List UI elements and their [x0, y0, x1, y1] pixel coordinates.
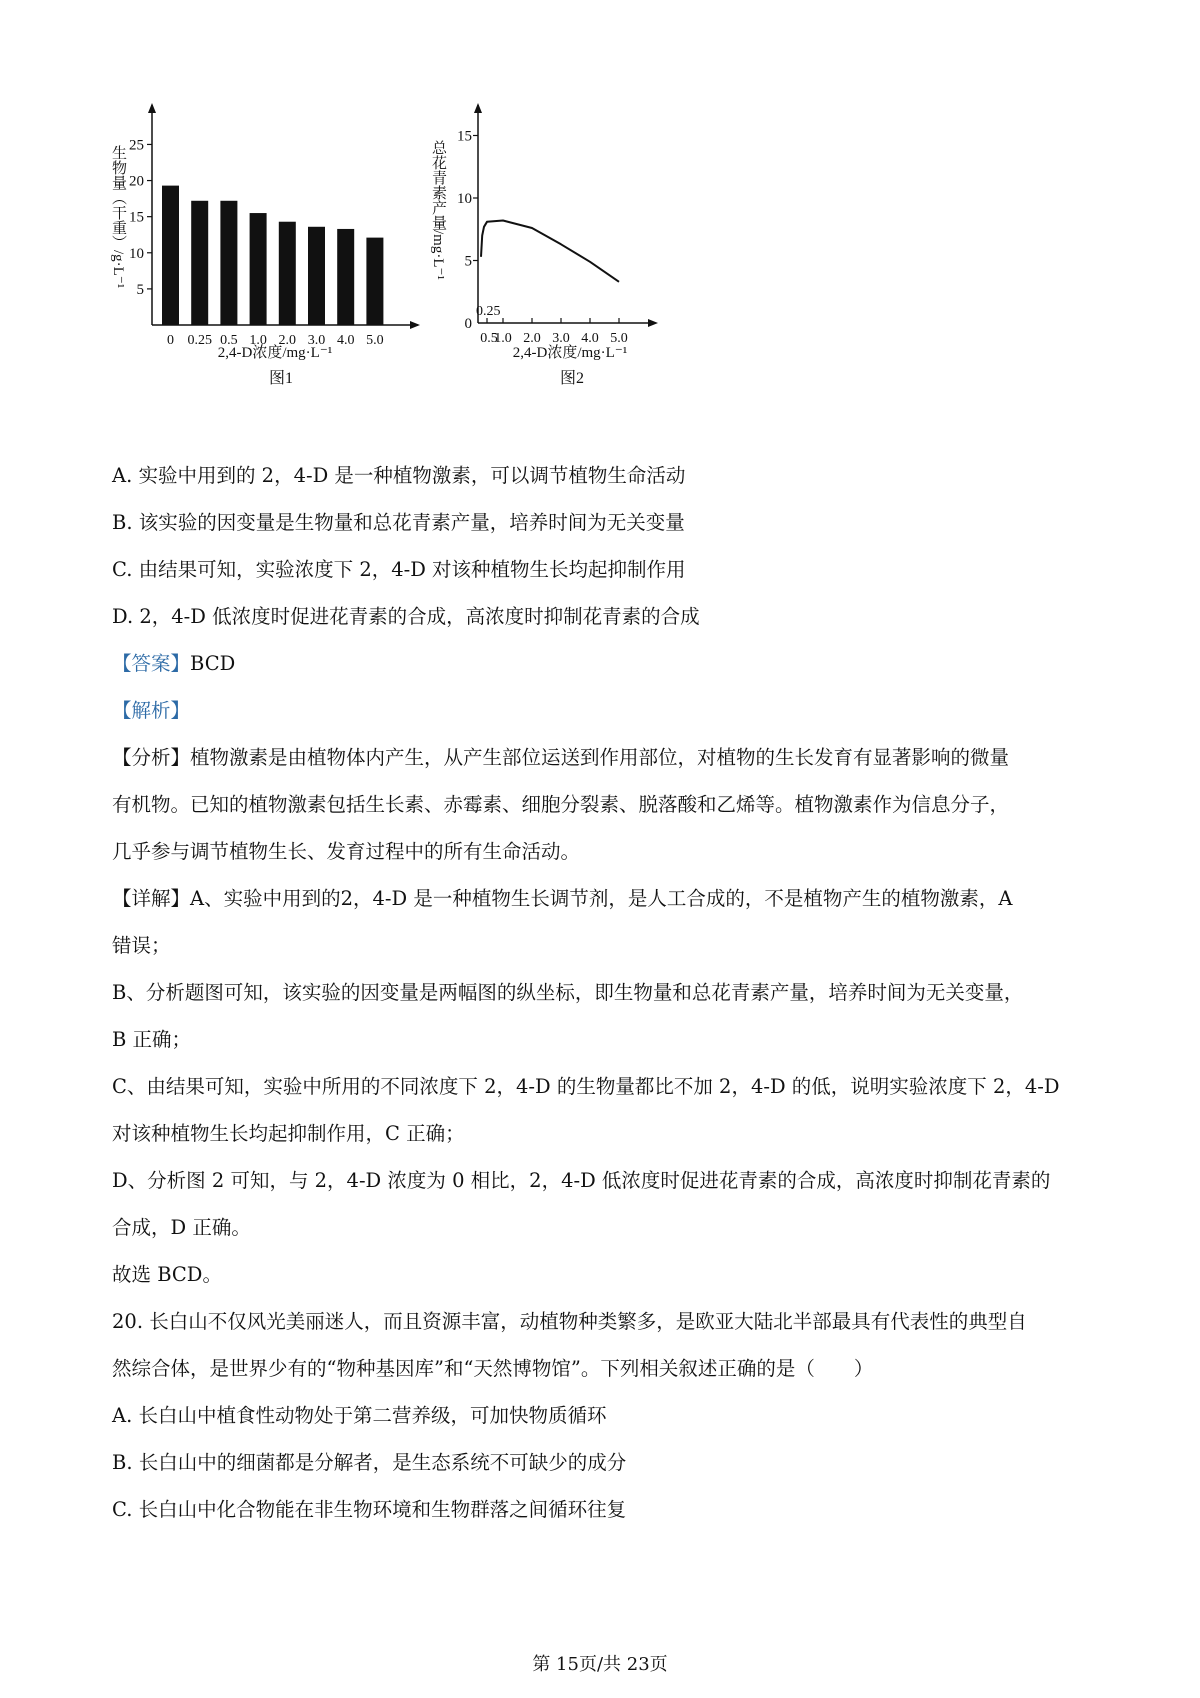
y-tick-label: 10	[457, 191, 472, 207]
text-line	[112, 1016, 1112, 1063]
x-tick-label: 0.25	[187, 333, 212, 348]
line-text: B、分析题图可知，该实验的因变量是两幅图的纵坐标，即生物量和总花青素产量，培养时间为无关变量，	[112, 981, 1024, 1004]
text-line	[112, 875, 1112, 922]
x-tick-label: 3.0	[307, 333, 326, 348]
line-text: 故选 BCD。	[112, 1263, 222, 1286]
bar	[279, 222, 296, 325]
x-tick-label: 2.0	[278, 333, 297, 348]
line-text: D、分析图 2 可知，与 2，4-D 浓度为 0 相比，2，4-D 低浓度时促进花青素的合成，高浓度时抑制花青素的	[112, 1169, 1051, 1192]
line-text: 对该种植物生长均起抑制作用，C 正确；	[112, 1122, 465, 1145]
text-line	[112, 1298, 1112, 1345]
bar	[250, 213, 267, 325]
line-text: A. 长白山中植食性动物处于第二营养级，可加快物质循环	[112, 1404, 607, 1427]
line-text: 合成，D 正确。	[112, 1216, 251, 1239]
text-line	[112, 1110, 1112, 1157]
y-tick-label: 20	[129, 173, 144, 190]
line-text: D. 2，4-D 低浓度时促进花青素的合成，高浓度时抑制花青素的合成	[112, 605, 700, 628]
text-line	[112, 922, 1112, 969]
y-tick-label: 5	[136, 281, 144, 298]
text-line	[112, 1251, 1112, 1298]
text-line	[112, 546, 1112, 593]
line-text: C. 长白山中化合物能在非生物环境和生物群落之间循环往复	[112, 1498, 627, 1521]
bar	[308, 227, 325, 325]
line-text: 【详解】A、实验中用到的2，4-D 是一种植物生长调节剂，是人工合成的，不是植物产生的植物激素，A	[112, 887, 1013, 910]
text-line	[112, 828, 1112, 875]
y-tick-label: 15	[129, 209, 144, 226]
y-tick-label: 15	[457, 128, 472, 145]
bar	[162, 186, 179, 325]
x-tick-label: 5.0	[366, 333, 384, 348]
x-tick-label: 0.5	[480, 331, 498, 346]
line-text: 错误；	[112, 934, 171, 957]
text-line	[112, 452, 1112, 499]
data-line	[481, 221, 619, 282]
x-axis-arrow	[410, 321, 420, 329]
x-axis-arrow	[648, 319, 658, 327]
text-line	[112, 593, 1112, 640]
x-tick-label: 4.0	[581, 331, 599, 346]
text-line	[112, 1486, 1112, 1533]
text-line	[112, 499, 1112, 546]
text-line	[112, 1439, 1112, 1486]
x-axis-label: 2,4-D浓度/mg·L⁻¹	[217, 345, 333, 361]
text-line	[112, 1345, 1112, 1392]
y-tick-label: 25	[129, 137, 144, 154]
text-line	[112, 1157, 1112, 1204]
page-footer: 第 15页/共 23页	[532, 1654, 668, 1675]
line-text: C. 由结果可知，实验浓度下 2，4-D 对该种植物生长均起抑制作用	[112, 558, 686, 581]
y-axis-arrow	[474, 103, 482, 113]
x-tick-label: 3.0	[552, 331, 570, 346]
line-text: B. 长白山中的细菌都是分解者，是生态系统不可缺少的成分	[112, 1451, 627, 1474]
y-tick-label: 10	[129, 245, 144, 262]
figures-svg	[100, 95, 740, 425]
figures-area	[100, 95, 740, 425]
x-tick-label: 5.0	[610, 331, 628, 346]
text-content	[112, 452, 1112, 1533]
line-text: B. 该实验的因变量是生物量和总花青素产量，培养时间为无关变量	[112, 511, 685, 534]
x-tick-label-extra: 0.25	[476, 304, 501, 319]
bar	[191, 201, 208, 325]
line-text: 有机物。已知的植物激素包括生长素、赤霉素、细胞分裂素、脱落酸和乙烯等。植物激素作为信息分子，	[112, 793, 1010, 816]
line-text: C、由结果可知，实验中所用的不同浓度下 2，4-D 的生物量都比不加 2，4-D 的低，说明实验浓度下 2，4-D	[112, 1075, 1060, 1098]
section-label: 【解析】	[112, 699, 191, 722]
line-text: 然综合体，是世界少有的“物种基因库”和“天然博物馆”。下列相关叙述正确的是（ ）	[112, 1357, 874, 1380]
x-tick-label: 0.5	[220, 333, 238, 348]
text-line	[112, 640, 1112, 687]
figure-caption: 图1	[268, 370, 294, 387]
y-tick-label: 5	[464, 253, 472, 270]
text-line	[112, 687, 1112, 734]
y-axis-label: 总花青素产量/mg·L⁻¹	[430, 140, 446, 280]
text-line	[112, 781, 1112, 828]
text-line	[112, 1063, 1112, 1110]
x-tick-label: 2.0	[523, 331, 541, 346]
figure-caption: 图2	[559, 370, 585, 387]
x-tick-label: 0	[167, 333, 174, 348]
y-tick-label: 0	[464, 316, 472, 332]
bar	[366, 238, 383, 325]
line-text: 20. 长白山不仅风光美丽迷人，而且资源丰富，动植物种类繁多，是欧亚大陆北半部最具有代表性的典型自	[112, 1310, 1027, 1333]
x-tick-label: 1.0	[249, 333, 267, 348]
x-tick-label: 1.0	[494, 331, 512, 346]
x-axis-label: 2,4-D浓度/mg·L⁻¹	[512, 345, 628, 361]
line-text: A. 实验中用到的 2，4-D 是一种植物激素，可以调节植物生命活动	[112, 464, 686, 487]
line-text: B 正确；	[112, 1028, 192, 1051]
bar	[337, 229, 354, 325]
text-line	[112, 1204, 1112, 1251]
text-line	[112, 734, 1112, 781]
line-text: BCD	[190, 652, 236, 675]
y-axis-arrow	[148, 103, 156, 113]
line-text: 几乎参与调节植物生长、发育过程中的所有生命活动。	[112, 840, 581, 863]
line-text: 【分析】植物激素是由植物体内产生，从产生部位运送到作用部位，对植物的生长发育有显著影响的微量	[112, 746, 1010, 769]
y-axis-label: 生物量（干重）/g·L⁻¹	[110, 145, 126, 289]
bar	[220, 201, 237, 325]
x-tick-label: 4.0	[336, 333, 355, 348]
section-label: 【答案】	[112, 652, 191, 675]
text-line	[112, 1392, 1112, 1439]
text-line	[112, 969, 1112, 1016]
